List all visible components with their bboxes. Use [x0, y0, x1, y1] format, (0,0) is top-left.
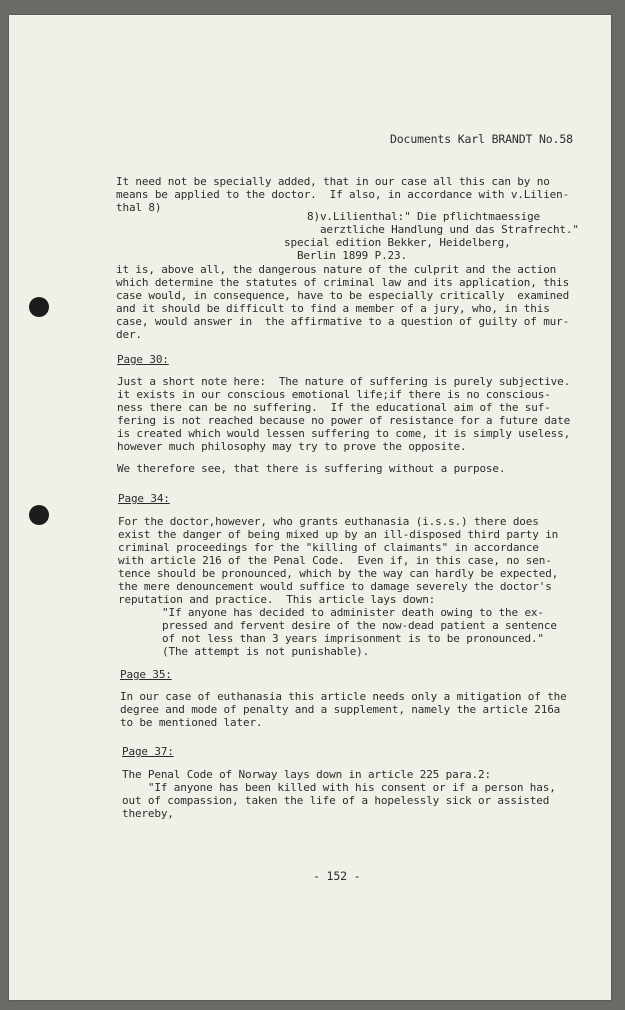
quote-line: pressed and fervent desire of the now-dead patient a sentence: [162, 619, 557, 632]
text-line: It need not be specially added, that in our case all this can by no: [116, 175, 550, 188]
text-line: Just a short note here: The nature of suffering is purely subjective.: [117, 375, 571, 388]
section-heading: Page 37:: [122, 745, 174, 758]
text-line: reputation and practice. This article lays down:: [118, 593, 436, 606]
text-line: means be applied to the doctor. If also, in accordance with v.Lilien-: [116, 188, 570, 201]
text-line: criminal proceedings for the "killing of claimants" in accordance: [118, 541, 539, 554]
quote-line: of not less than 3 years imprisonment is to be pronounced.": [162, 632, 544, 645]
text-line: thereby,: [122, 807, 174, 820]
text-line: with article 216 of the Penal Code. Even if, in this case, no sen-: [118, 554, 552, 567]
footnote-line: Berlin 1899 P.23.: [284, 249, 407, 262]
page-number: - 152 -: [313, 869, 361, 883]
text-line: case would, in consequence, have to be especially critically examined: [116, 289, 570, 302]
text-line: For the doctor,however, who grants euthanasia (i.s.s.) there does: [118, 515, 539, 528]
text-line: The Penal Code of Norway lays down in article 225 para.2:: [122, 768, 491, 781]
text-line: In our case of euthanasia this article needs only a mitigation of the: [120, 690, 567, 703]
text-line: fering is not reached because no power of resistance for a future date: [117, 414, 571, 427]
text-line: thal 8): [116, 201, 162, 214]
document-header: Documents Karl BRANDT No.58: [390, 132, 573, 146]
text-line: tence should be pronounced, which by the way can hardly be expected,: [118, 567, 559, 580]
text-line: which determine the statutes of criminal law and its application, this: [116, 276, 570, 289]
text-line: ness there can be no suffering. If the educational aim of the suf-: [117, 401, 551, 414]
text-line: exist the danger of being mixed up by an ill-disposed third party in: [118, 528, 559, 541]
document-page: [9, 15, 611, 1000]
text-line: "If anyone has been killed with his consent or if a person has,: [122, 781, 556, 794]
footnote-line: special edition Bekker, Heidelberg,: [284, 236, 511, 249]
quote-line: (The attempt is not punishable).: [162, 645, 370, 658]
text-line: is created which would lessen suffering to come, it is simply useless,: [117, 427, 571, 440]
text-line: the mere denouncement would suffice to damage severely the doctor's: [118, 580, 552, 593]
text-line: We therefore see, that there is suffering without a purpose.: [117, 462, 506, 475]
text-line: case, would answer in the affirmative to a question of guilty of mur-: [116, 315, 570, 328]
text-line: it exists in our conscious emotional life;if there is no conscious-: [117, 388, 551, 401]
text-line: to be mentioned later.: [120, 716, 263, 729]
footnote-line: aerztliche Handlung und das Strafrecht.": [307, 223, 579, 236]
text-line: degree and mode of penalty and a supplement, namely the article 216a: [120, 703, 561, 716]
text-line: out of compassion, taken the life of a hopelessly sick or assisted: [122, 794, 550, 807]
quote-line: "If anyone has decided to administer death owing to the ex-: [162, 606, 544, 619]
text-line: der.: [116, 328, 142, 341]
punch-hole: [29, 505, 49, 525]
text-line: and it should be difficult to find a member of a jury, who, in this: [116, 302, 550, 315]
text-line: however much philosophy may try to prove the opposite.: [117, 440, 467, 453]
section-heading: Page 35:: [120, 668, 172, 681]
section-heading: Page 34:: [118, 492, 170, 505]
punch-hole: [29, 297, 49, 317]
text-line: it is, above all, the dangerous nature of the culprit and the action: [116, 263, 557, 276]
section-heading: Page 30:: [117, 353, 169, 366]
footnote-line: 8)v.Lilienthal:" Die pflichtmaessige: [307, 210, 541, 223]
